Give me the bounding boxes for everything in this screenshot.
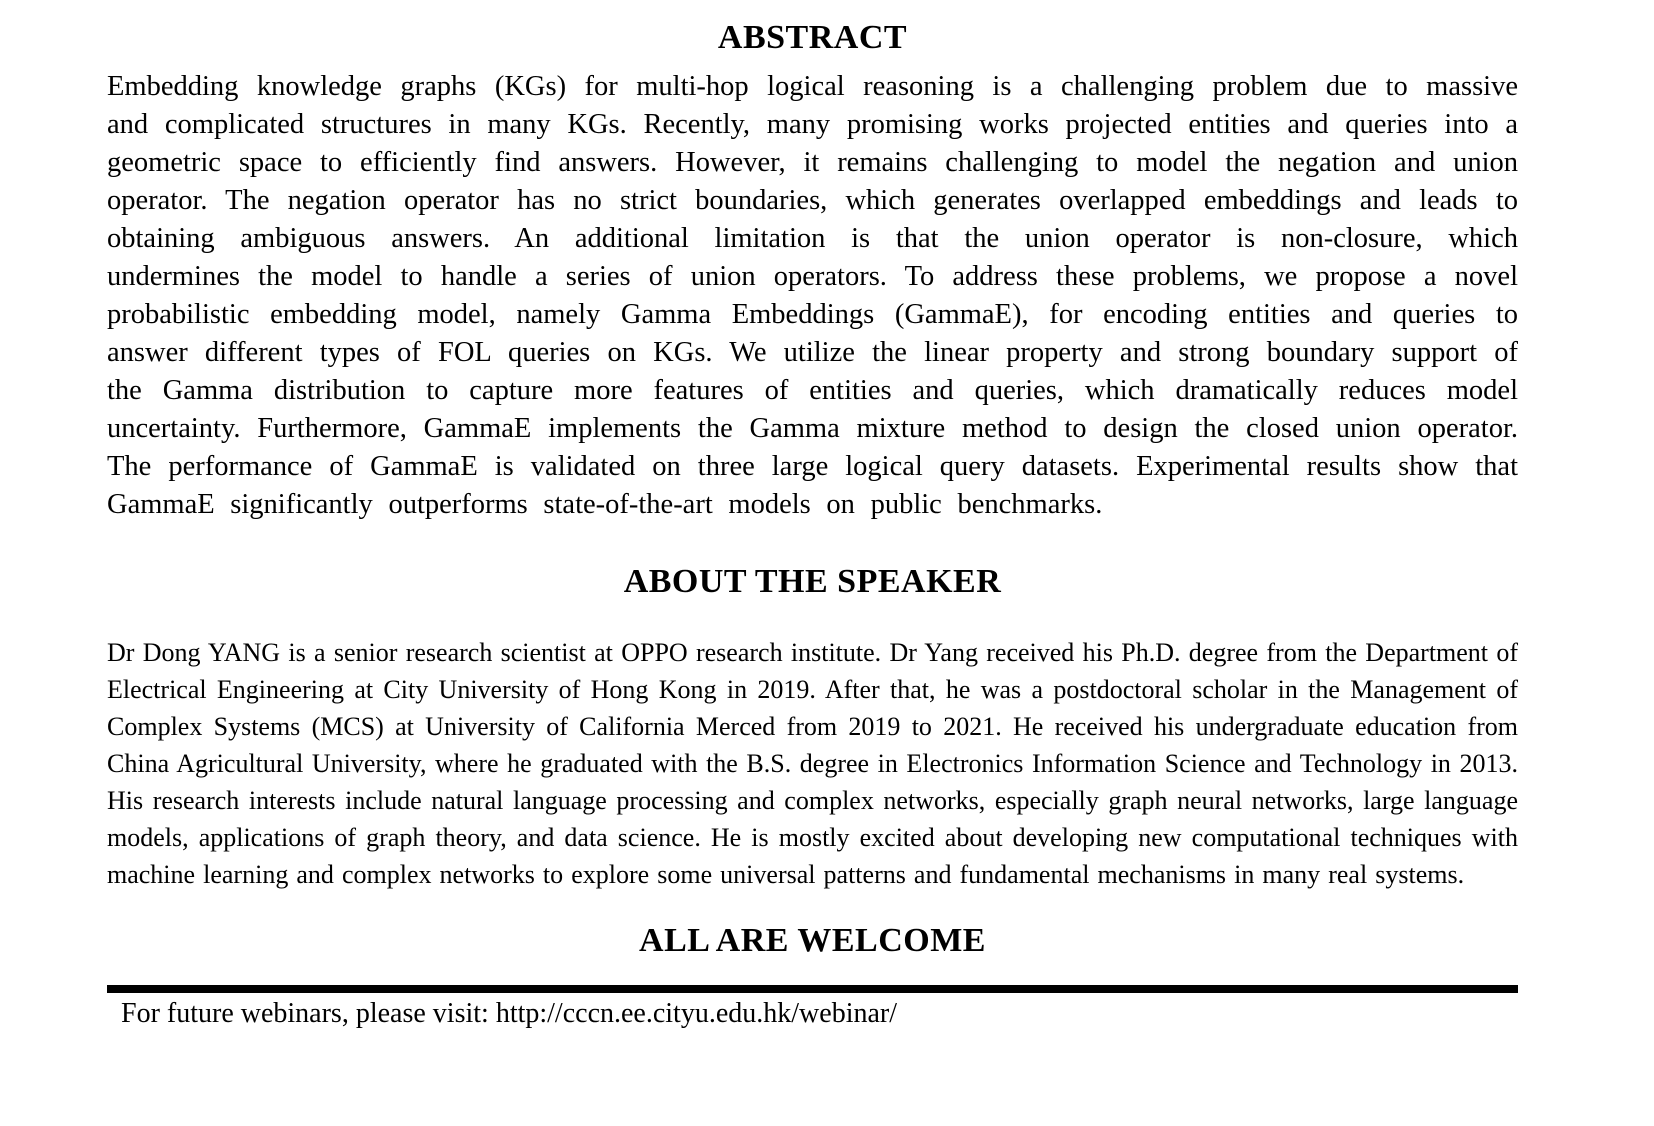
about-the-speaker-heading: ABOUT THE SPEAKER bbox=[623, 563, 1002, 600]
speaker-bio-paragraph: Dr Dong YANG is a senior research scientist at OPPO research institute. Dr Yang received his Ph.D. degree from the Department of Electrical Engineering at City University of Hong Kong in 2019. After that, he was a postdoctoral scholar in the Management of Complex Systems (MCS) at University of California Merced from 2019 to 2021. He received his undergraduate education from China Agricultural University, where he graduated with the B.S. degree in Electronics Information Science and Technology in 2013. His research interests include natural language processing and complex networks, especially graph neural networks, large language models, applications of graph theory, and data science. He is mostly excited about developing new computational techniques with machine learning and complex networks to explore some universal patterns and fundamental mechanisms in many real systems. bbox=[107, 638, 1518, 889]
webinar-url: http://cccn.ee.cityu.edu.hk/webinar/ bbox=[495, 998, 897, 1029]
footer-line bbox=[107, 997, 1518, 1031]
abstract-heading: ABSTRACT bbox=[717, 19, 908, 56]
divider-rule bbox=[107, 985, 1518, 993]
abstract-paragraph: Embedding knowledge graphs (KGs) for multi-hop logical reasoning is a challenging problem due to massive and complicated structures in many KGs. Recently, many promising works projected entities and queries into a geometric space to efficiently find answers. However, it remains challenging to model the negation and union operator. The negation operator has no strict boundaries, which generates overlapped embeddings and leads to obtaining ambiguous answers. An additional limitation is that the union operator is non-closure, which undermines the model to handle a series of union operators. To address these problems, we propose a novel probabilistic embedding model, namely Gamma Embeddings (GammaE), for encoding entities and queries to answer different types of FOL queries on KGs. We utilize the linear property and strong boundary support of the Gamma distribution to capture more features of entities and queries, which dramatically reduces model uncertainty. Furthermore, GammaE implements the Gamma mixture method to design the closed union operator. The performance of GammaE is validated on three large logical query datasets. Experimental results show that GammaE significantly outperforms state-of-the-art models on public benchmarks. bbox=[107, 71, 1518, 520]
all-are-welcome-heading: ALL ARE WELCOME bbox=[639, 922, 986, 959]
footer-label: For future webinars, please visit: bbox=[121, 998, 489, 1029]
